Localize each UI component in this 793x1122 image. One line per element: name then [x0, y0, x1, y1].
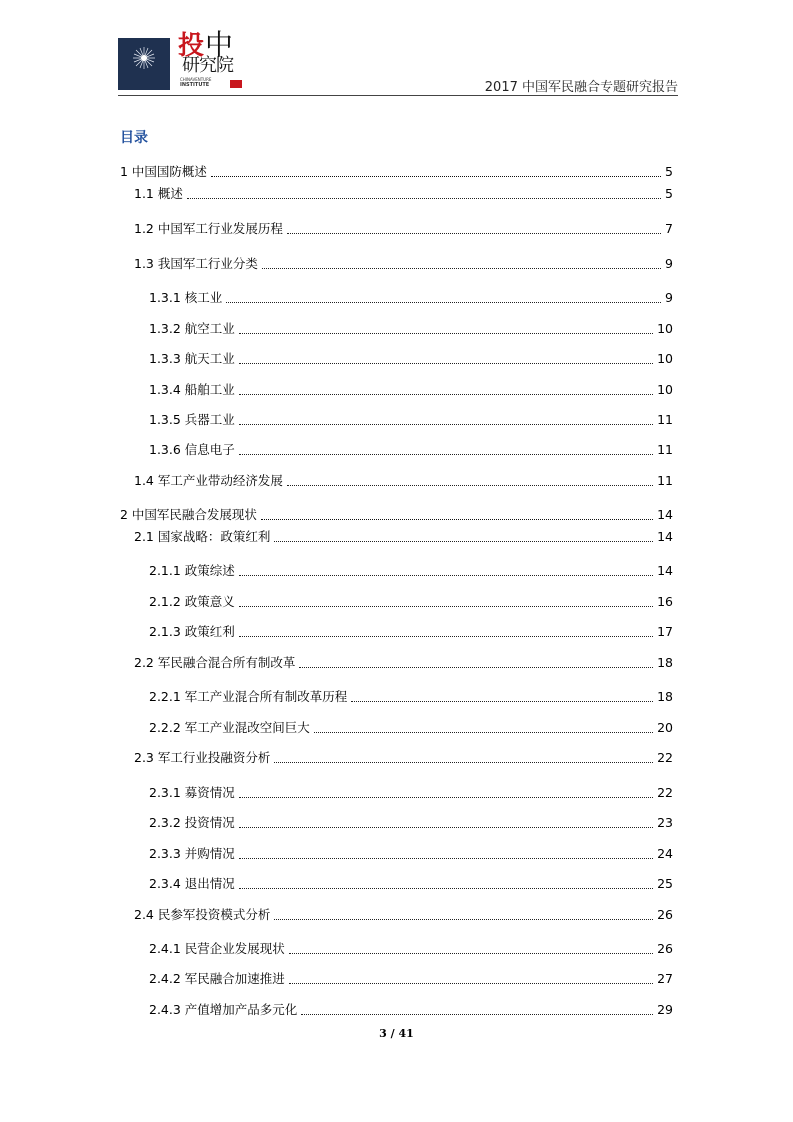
toc-leader-dots [239, 857, 653, 859]
toc-leader-dots [239, 453, 653, 455]
logo-en-line1: CHINAVENTURE [180, 77, 212, 82]
starburst-icon [132, 46, 156, 70]
toc-entry-label: 2.1.1 政策综述 [149, 563, 235, 578]
toc-entry-label: 1.3.1 核工业 [149, 290, 223, 305]
logo-char-tou: 投 [178, 31, 205, 61]
toc-leader-dots [239, 393, 653, 395]
toc-leader-dots [261, 518, 653, 520]
toc-heading: 目录 [120, 130, 148, 146]
toc-entry-label: 1.3.2 航空工业 [149, 321, 235, 336]
toc-leader-dots [239, 423, 653, 425]
toc-entry[interactable] [149, 623, 673, 641]
toc-leader-dots [239, 796, 653, 798]
toc-entry-label: 2.3 军工行业投融资分析 [134, 750, 271, 765]
toc-entry-page: 24 [657, 846, 673, 861]
logo-char-yanjiu: 研究院 [182, 55, 233, 76]
toc-entry[interactable] [120, 163, 673, 181]
toc-leader-dots [299, 666, 653, 668]
toc-entry-label: 2.2 军民融合混合所有制改革 [134, 655, 296, 670]
toc-leader-dots [274, 918, 653, 920]
toc-entry-page: 9 [665, 256, 673, 271]
toc-leader-dots [274, 540, 653, 542]
toc-entry[interactable] [149, 411, 673, 429]
toc-entry-label: 1.3 我国军工行业分类 [134, 256, 258, 271]
toc-entry-page: 10 [657, 321, 673, 336]
toc-entry-page: 5 [665, 164, 673, 179]
toc-leader-dots [314, 731, 653, 733]
toc-entry-label: 1.4 军工产业带动经济发展 [134, 473, 283, 488]
toc-entry-page: 18 [657, 655, 673, 670]
toc-entry-page: 9 [665, 290, 673, 305]
toc-entry-label: 2.1 国家战略：政策红利 [134, 529, 271, 544]
toc-entry[interactable] [149, 381, 673, 399]
toc-entry-label: 1 中国国防概述 [120, 164, 207, 179]
toc-entry-page: 22 [657, 750, 673, 765]
toc-entry-page: 11 [657, 442, 673, 457]
toc-entry[interactable] [149, 441, 673, 459]
logo-char-zhong: 中 [205, 28, 234, 61]
toc-entry-page: 27 [657, 971, 673, 986]
toc-entry-page: 29 [657, 1002, 673, 1017]
toc-leader-dots [187, 197, 661, 199]
toc-leader-dots [289, 952, 653, 954]
toc-leader-dots [239, 605, 653, 607]
toc-entry-label: 2.3.4 退出情况 [149, 876, 235, 891]
toc-entry[interactable] [149, 875, 673, 893]
toc-entry[interactable] [149, 289, 673, 307]
toc-leader-dots [239, 362, 653, 364]
toc-entry[interactable] [134, 906, 673, 924]
logo-red-block [230, 80, 242, 88]
toc-entry-label: 1.3.4 船舶工业 [149, 382, 235, 397]
toc-entry[interactable] [134, 255, 673, 273]
toc-entry[interactable] [149, 320, 673, 338]
toc-leader-dots [239, 574, 653, 576]
toc-entry-page: 20 [657, 720, 673, 735]
toc-entry[interactable] [149, 1001, 673, 1019]
toc-entry-label: 1.2 中国军工行业发展历程 [134, 221, 283, 236]
toc-entry-label: 2.1.2 政策意义 [149, 594, 235, 609]
toc-entry-label: 2.4.2 军民融合加速推进 [149, 971, 285, 986]
toc-entry-label: 2 中国军民融合发展现状 [120, 507, 257, 522]
toc-entry-page: 11 [657, 412, 673, 427]
toc-entry-page: 14 [657, 529, 673, 544]
toc-entry-page: 16 [657, 594, 673, 609]
toc-leader-dots [262, 267, 661, 269]
toc-entry[interactable] [134, 185, 673, 203]
toc-entry-page: 10 [657, 382, 673, 397]
report-title: 2017 中国军民融合专题研究报告 [484, 80, 678, 95]
toc-entry[interactable] [149, 593, 673, 611]
toc-entry-label: 2.4.3 产值增加产品多元化 [149, 1002, 298, 1017]
toc-leader-dots [301, 1013, 653, 1015]
toc-leader-dots [274, 761, 653, 763]
toc-leader-dots [287, 232, 661, 234]
toc-entry[interactable] [149, 350, 673, 368]
toc-entry[interactable] [134, 472, 673, 490]
toc-entry-label: 1.3.3 航天工业 [149, 351, 235, 366]
toc-entry[interactable] [134, 654, 673, 672]
toc-leader-dots [239, 635, 653, 637]
toc-leader-dots [289, 982, 653, 984]
page-number: 3 / 41 [379, 1027, 414, 1040]
toc-entry-label: 2.2.1 军工产业混合所有制改革历程 [149, 689, 348, 704]
page-header [118, 28, 678, 98]
toc-leader-dots [239, 332, 653, 334]
toc-entry[interactable] [149, 814, 673, 832]
toc-entry[interactable] [149, 562, 673, 580]
toc-entry[interactable] [134, 749, 673, 767]
header-divider [118, 95, 678, 96]
toc-leader-dots [239, 826, 653, 828]
toc-entry[interactable] [149, 970, 673, 988]
toc-entry-label: 2.2.2 军工产业混改空间巨大 [149, 720, 310, 735]
toc-leader-dots [351, 700, 653, 702]
logo-en-line2: INSTITUTE [180, 82, 210, 88]
toc-entry[interactable] [149, 940, 673, 958]
toc-entry-page: 5 [665, 186, 673, 201]
toc-entry-label: 2.3.2 投资情况 [149, 815, 235, 830]
toc-entry[interactable] [134, 220, 673, 238]
toc-entry-label: 1.3.6 信息电子 [149, 442, 235, 457]
toc-leader-dots [239, 887, 653, 889]
toc-entry[interactable] [149, 845, 673, 863]
toc-entry-page: 26 [657, 941, 673, 956]
toc-entry-page: 22 [657, 785, 673, 800]
toc-entry-label: 2.4 民参军投资模式分析 [134, 907, 271, 922]
toc-entry[interactable] [149, 784, 673, 802]
toc-entry-label: 2.3.1 募资情况 [149, 785, 235, 800]
toc-entry-page: 14 [657, 563, 673, 578]
toc-entry[interactable] [120, 506, 673, 524]
toc-entry-page: 11 [657, 473, 673, 488]
toc-entry-page: 14 [657, 507, 673, 522]
toc-entry-page: 26 [657, 907, 673, 922]
toc-entry-page: 17 [657, 624, 673, 639]
institute-logo-wordmark [178, 28, 298, 94]
institute-logo-emblem [118, 38, 170, 90]
toc-entry-label: 1.1 概述 [134, 186, 183, 201]
toc-entry[interactable] [149, 688, 673, 706]
toc-entry-page: 25 [657, 876, 673, 891]
toc-leader-dots [211, 175, 661, 177]
toc-entry-page: 23 [657, 815, 673, 830]
toc-entry-label: 2.1.3 政策红利 [149, 624, 235, 639]
toc-entry-label: 2.4.1 民营企业发展现状 [149, 941, 285, 956]
toc-entry-label: 2.3.3 并购情况 [149, 846, 235, 861]
toc-leader-dots [226, 301, 661, 303]
toc-entry-page: 7 [665, 221, 673, 236]
toc-entry[interactable] [149, 719, 673, 737]
toc-leader-dots [287, 484, 653, 486]
toc-entry-page: 18 [657, 689, 673, 704]
toc-entry-label: 1.3.5 兵器工业 [149, 412, 235, 427]
toc-entry-page: 10 [657, 351, 673, 366]
toc-entry[interactable] [134, 528, 673, 546]
